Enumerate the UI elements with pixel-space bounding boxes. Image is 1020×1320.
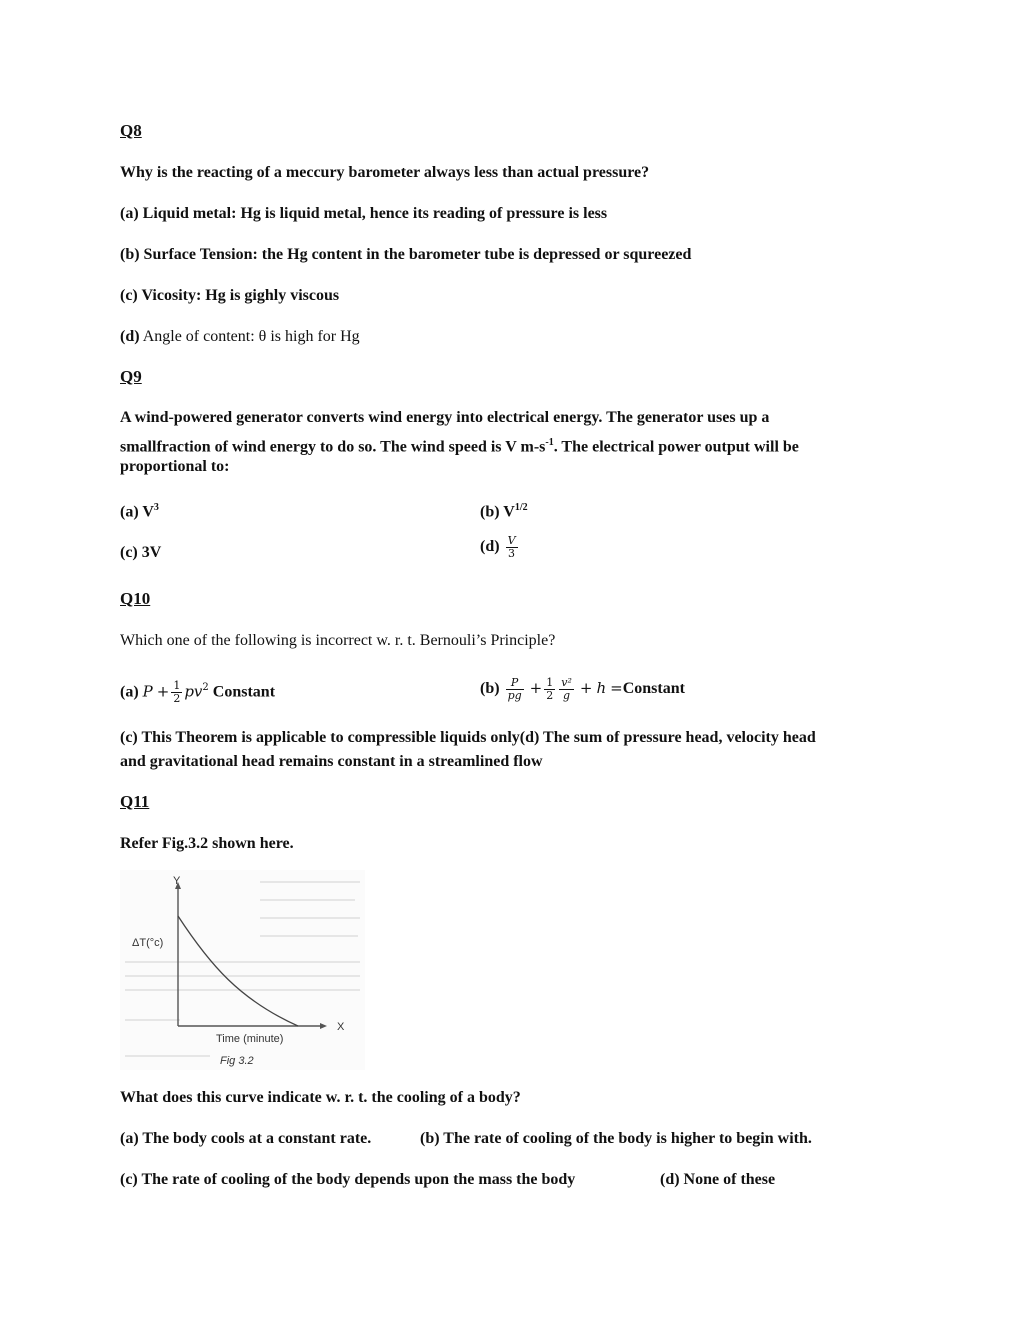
q9-option-d-prefix: (d) bbox=[480, 538, 500, 556]
figure-x-axis-letter: X bbox=[337, 1021, 345, 1033]
q11-question: What does this curve indicate w. r. t. the cooling of a body? bbox=[120, 1089, 521, 1106]
q10-option-b-suffix: Constant bbox=[622, 680, 685, 697]
figure-x-quantity-label: Time (minute) bbox=[216, 1033, 284, 1045]
q8-option-c: (c) Vicosity: Hg is gighly viscous bbox=[120, 287, 340, 304]
q10-option-b-prefix: (b) bbox=[480, 680, 500, 697]
q9-option-b bbox=[480, 496, 528, 524]
q9-option-a bbox=[120, 496, 159, 524]
q9-line-2-sup: -1 bbox=[545, 437, 554, 448]
q10-option-b-den1: pg bbox=[507, 688, 522, 702]
cooling-curve-figure bbox=[120, 870, 365, 1070]
q10-option-a-P: P bbox=[142, 682, 153, 701]
q9-option-d-den: 3 bbox=[508, 547, 516, 560]
q10-option-b-num1: P bbox=[506, 677, 524, 690]
q10-option-b-fraction-2 bbox=[544, 677, 555, 702]
q10-option-a-pv: pv bbox=[184, 682, 203, 701]
q10-option-a-num: 1 bbox=[173, 679, 181, 693]
q10-option-a-den: 2 bbox=[173, 692, 181, 706]
q10-option-b-plus2: + bbox=[579, 679, 593, 697]
q9-option-c: (c) 3V bbox=[120, 544, 162, 561]
q8-option-b: (b) Surface Tension: the Hg content in the barometer tube is depressed or squreezed bbox=[120, 246, 692, 263]
q10-option-b-h: h bbox=[596, 679, 607, 697]
q9-option-a-sup: 3 bbox=[153, 502, 159, 513]
q10-option-c-line-1: (c) This Theorem is applicable to compressible liquids only(d) The sum of pressure head, velocity head bbox=[120, 729, 816, 746]
q10-option-b-eq: = bbox=[610, 679, 623, 697]
q8-question: Why is the reacting of a meccury barometer always less than actual pressure? bbox=[120, 164, 650, 181]
q10-option-c-line-2: and gravitational head remains constant in a streamlined flow bbox=[120, 753, 543, 770]
q10-option-a bbox=[120, 673, 275, 707]
q11-option-a: (a) The body cools at a constant rate. bbox=[120, 1130, 372, 1147]
q10-option-b-num2: 1 bbox=[546, 675, 554, 689]
q9-option-b-sup: 1/2 bbox=[514, 502, 528, 513]
q8-option-d-prefix: (d) bbox=[120, 328, 140, 345]
q8-option-a: (a) Liquid metal: Hg is liquid metal, hence its reading of pressure is less bbox=[120, 205, 608, 222]
q10-option-b-den2: 2 bbox=[546, 688, 554, 702]
q9-option-b-prefix: (b) V bbox=[480, 503, 515, 521]
q9-line-3: proportional to: bbox=[120, 458, 230, 475]
q10-question: Which one of the following is incorrect w. r. t. Bernouli’s Principle? bbox=[120, 632, 556, 649]
q9-line-2-pre: smallfraction of wind energy to do so. The wind speed is V m-s bbox=[120, 438, 546, 456]
q11-option-d: (d) None of these bbox=[660, 1171, 776, 1188]
q8-option-d-text: Angle of content: θ is high for Hg bbox=[142, 328, 360, 345]
q10-option-b-plus1: + bbox=[529, 679, 543, 697]
q8-heading: Q8 bbox=[120, 121, 142, 140]
q10-option-b-num3: v² bbox=[561, 675, 572, 689]
figure-caption: Fig 3.2 bbox=[220, 1055, 254, 1067]
q10-option-b-den3: g bbox=[563, 688, 571, 702]
q9-option-d bbox=[480, 535, 520, 560]
q11-option-b: (b) The rate of cooling of the body is higher to begin with. bbox=[420, 1130, 812, 1147]
q11-refer: Refer Fig.3.2 shown here. bbox=[120, 835, 294, 852]
q10-heading: Q10 bbox=[120, 589, 151, 608]
q9-line-2-post: . The electrical power output will be bbox=[553, 438, 799, 456]
q9-line-1: A wind-powered generator converts wind energy into electrical energy. The generator uses up a bbox=[120, 409, 770, 426]
q11-heading: Q11 bbox=[120, 792, 150, 811]
q10-option-a-prefix: (a) bbox=[120, 683, 139, 701]
q9-option-d-fraction bbox=[506, 535, 518, 560]
q10-option-a-plus: + bbox=[156, 682, 170, 701]
figure-y-quantity-label: ΔT(°c) bbox=[132, 937, 164, 949]
q10-option-b bbox=[480, 673, 685, 704]
q9-option-a-prefix: (a) V bbox=[120, 503, 154, 521]
q10-option-a-fraction bbox=[171, 680, 182, 705]
q10-option-b-fraction-1 bbox=[506, 677, 524, 702]
q10-option-a-suffix: Constant bbox=[212, 683, 276, 701]
figure-y-axis-letter: Y bbox=[173, 875, 181, 887]
q10-option-b-fraction-3 bbox=[559, 677, 574, 702]
q9-heading: Q9 bbox=[120, 367, 142, 386]
q11-option-c: (c) The rate of cooling of the body depends upon the mass the body bbox=[120, 1171, 576, 1188]
q9-option-d-num: V bbox=[507, 534, 516, 547]
q10-option-a-sq: 2 bbox=[202, 682, 209, 693]
q8-option-d bbox=[120, 325, 360, 349]
